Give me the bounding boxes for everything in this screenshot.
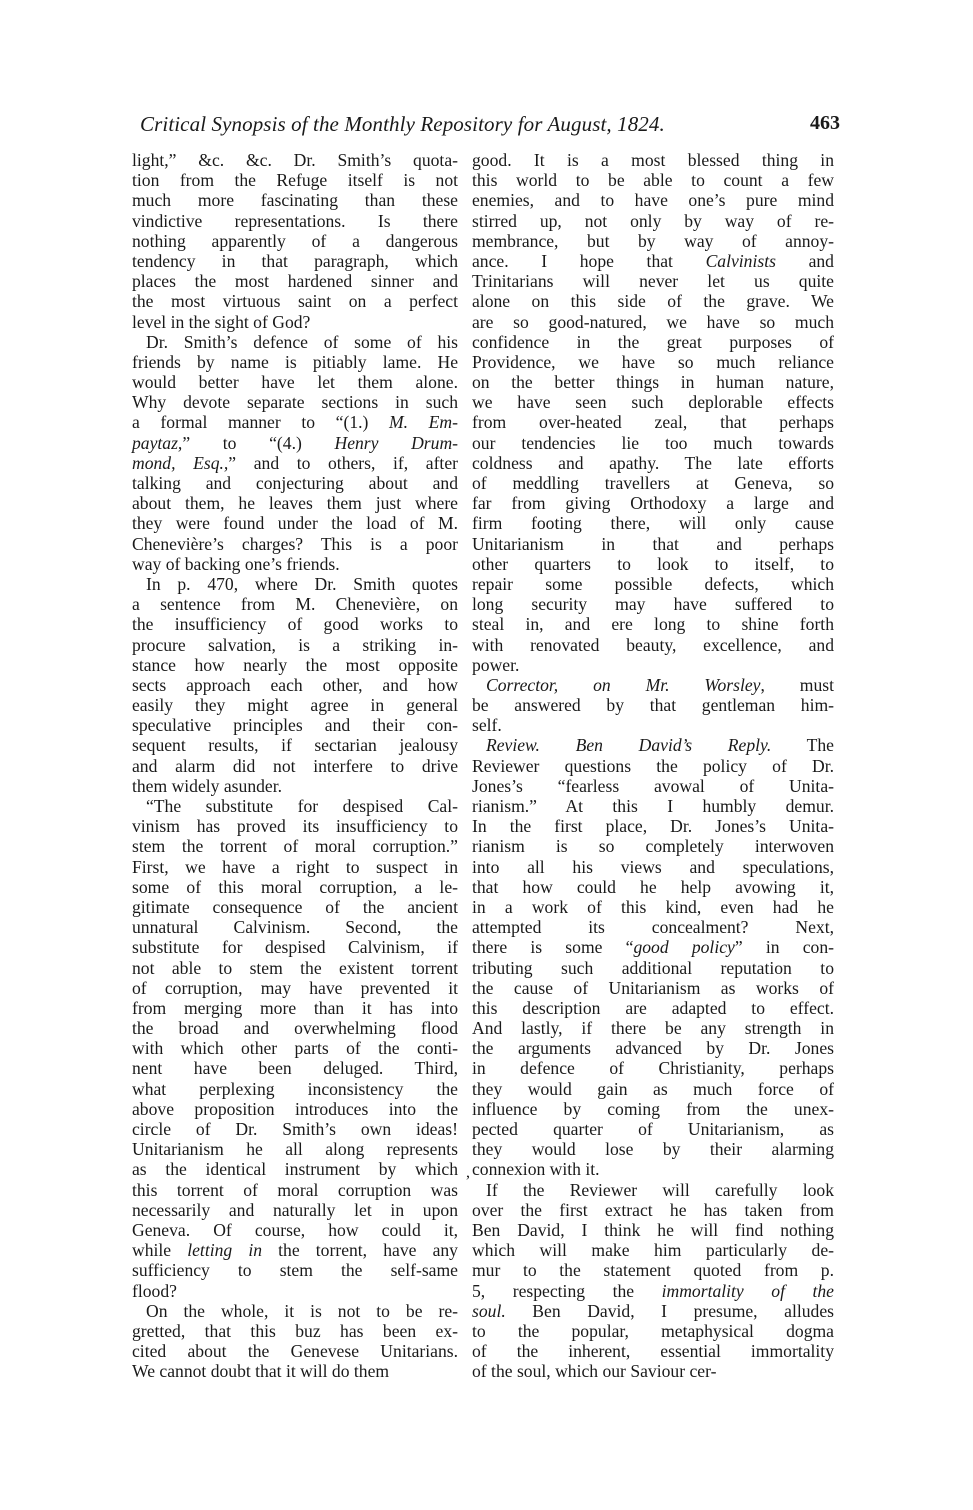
text-line: sufficiency to stem the self-same xyxy=(132,1260,458,1281)
text-line: If the Reviewer will carefully look xyxy=(486,1179,834,1200)
text-line: Corrector, on Mr. Worsley, must xyxy=(486,674,834,695)
text-line: them widely asunder. xyxy=(132,775,283,796)
text-line: long security may have suffered to xyxy=(472,594,834,615)
text-line: coldness and apathy. The late efforts xyxy=(472,452,834,473)
text-line: Ben David, I think he will find nothing xyxy=(472,1219,834,1240)
text-line: pected quarter of Unitarianism, as xyxy=(472,1119,834,1139)
text-line: vinism has proved its insufficiency to xyxy=(132,816,458,837)
text-line: We cannot doubt that it will do them xyxy=(132,1361,390,1382)
text-line: much more fascinating than these xyxy=(132,190,458,211)
text-line: that how could he help avowing it, xyxy=(472,876,834,897)
text-line: soul. Ben David, I presume, alludes xyxy=(472,1300,834,1321)
text-line: in a work of this kind, even had he xyxy=(472,896,834,917)
text-line: light,” &c. &c. Dr. Smith’s quota- xyxy=(132,150,458,170)
text-line: flood? xyxy=(132,1280,177,1301)
text-line: this world to be able to count a few xyxy=(472,170,834,191)
text-line: ance. I hope that Calvinists and xyxy=(472,250,834,271)
text-line: circle of Dr. Smith’s own ideas! xyxy=(132,1119,458,1139)
text-line: we have seen such deplorable effects xyxy=(472,392,834,413)
text-line: alone on this side of the grave. We xyxy=(472,291,834,312)
text-line: some of this moral corruption, a le- xyxy=(132,876,458,897)
text-line: to the popular, metaphysical dogma xyxy=(472,1320,834,1341)
text-line: they were found under the load of M. xyxy=(132,513,458,534)
text-line: Review. Ben David’s Reply. The xyxy=(486,735,834,756)
text-line: the arguments advanced by Dr. Jones xyxy=(472,1038,834,1059)
text-line: into all his views and speculations, xyxy=(472,856,834,877)
stray-print-mark: , xyxy=(466,1164,470,1181)
text-line: Unitarianism in that and perhaps xyxy=(472,533,834,554)
text-line: in defence of Christianity, perhaps xyxy=(472,1058,834,1079)
text-line: necessarily and naturally let in upon xyxy=(132,1199,458,1220)
text-line: Dr. Smith’s defence of some of his xyxy=(146,331,458,352)
text-line: about them, he leaves them just where xyxy=(132,493,458,514)
text-line: above proposition introduces into the xyxy=(132,1098,458,1119)
text-line: speculative principles and their con- xyxy=(132,715,458,736)
text-line: the cause of Unitarianism as works of xyxy=(472,977,834,998)
text-line: And lastly, if there be any strength in xyxy=(472,1018,834,1039)
text-line: which will make him particularly de- xyxy=(472,1240,834,1261)
text-line: attempted its concealment? Next, xyxy=(472,917,834,938)
text-line: stem the torrent of moral corruption.” xyxy=(132,836,458,857)
text-line: friends by name is pitiably lame. He xyxy=(132,351,458,372)
text-line: are so good-natured, we have so much xyxy=(472,311,834,332)
text-line: tendency in that paragraph, which xyxy=(132,250,458,271)
text-line: Why devote separate sections in such xyxy=(132,392,458,413)
text-line: this torrent of moral corruption was xyxy=(132,1179,458,1200)
text-line: rianism.” At this I humbly demur. xyxy=(472,796,834,816)
text-line: tributing such additional reputation to xyxy=(472,957,834,978)
text-line: Unitarianism he all along represents xyxy=(132,1139,458,1160)
text-line: sects approach each other, and how xyxy=(132,674,458,695)
text-line: and alarm did not interfere to drive xyxy=(132,755,458,776)
text-line: the insufficiency of good works to xyxy=(132,614,458,635)
text-line: Trinitarians will never let us quite xyxy=(472,271,834,292)
text-line: over the first extract he has taken from xyxy=(472,1199,834,1220)
text-line: be answered by that gentleman him- xyxy=(472,695,834,716)
text-line: from merging more than it has into xyxy=(132,997,458,1018)
text-line: way of backing one’s friends. xyxy=(132,553,340,574)
text-line: mur to the statement quoted from p. xyxy=(472,1260,834,1281)
text-line: a sentence from M. Chenevière, on xyxy=(132,594,458,615)
text-line: membrance, but by way of annoy- xyxy=(472,230,834,251)
text-line: confidence in the great purposes of xyxy=(472,331,834,352)
text-line: In the first place, Dr. Jones’s Unita- xyxy=(472,816,834,837)
left-text-column xyxy=(132,150,458,1381)
running-title: Critical Synopsis of the Monthly Repository for August, 1824. xyxy=(140,112,665,136)
text-line: easily they might agree in general xyxy=(132,695,458,716)
text-line: Chenevière’s charges? This is a poor xyxy=(132,533,458,554)
text-line: enemies, and to have one’s pure mind xyxy=(472,190,834,211)
text-line: level in the sight of God? xyxy=(132,311,311,332)
text-line: sequent results, if sectarian jealousy xyxy=(132,735,458,756)
text-line: with which other parts of the conti- xyxy=(132,1038,458,1059)
text-line: First, we have a right to suspect in xyxy=(132,856,458,877)
text-line: they would gain as much force of xyxy=(472,1078,834,1099)
text-line: the broad and overwhelming flood xyxy=(132,1018,458,1039)
text-line: talking and conjecturing about and xyxy=(132,473,458,493)
text-line: mond, Esq.,” and to others, if, after xyxy=(132,452,458,473)
text-line: procure salvation, is a striking in- xyxy=(132,634,458,655)
text-line: gretted, that this buz has been ex- xyxy=(132,1320,458,1341)
running-head xyxy=(140,112,840,142)
text-line: self. xyxy=(472,715,502,736)
text-line: influence by coming from the unex- xyxy=(472,1098,834,1119)
text-line: of corruption, may have prevented it xyxy=(132,977,458,998)
text-line: as the identical instrument by which xyxy=(132,1159,458,1180)
text-line: In p. 470, where Dr. Smith quotes xyxy=(146,573,458,594)
text-line: of meddling travellers at Geneva, so xyxy=(472,473,834,493)
text-line: other quarters to look to itself, to xyxy=(472,553,834,574)
text-line: 5, respecting the immortality of the xyxy=(472,1280,834,1301)
text-line: rianism is so completely interwoven xyxy=(472,836,834,857)
text-line: “The substitute for despised Cal- xyxy=(146,796,458,816)
text-line: steal in, and ere long to shine forth xyxy=(472,614,834,635)
text-line: what perplexing inconsistency the xyxy=(132,1078,458,1099)
text-line: power. xyxy=(472,654,520,675)
text-line: unnatural Calvinism. Second, the xyxy=(132,917,458,938)
text-line: substitute for despised Calvinism, if xyxy=(132,937,458,958)
text-line: there is some “good policy” in con- xyxy=(472,937,835,958)
text-line: Providence, we have so much reliance xyxy=(472,351,834,372)
text-line: vindictive representations. Is there xyxy=(132,210,458,231)
text-line: gitimate consequence of the ancient xyxy=(132,896,458,917)
text-line: our tendencies lie too much towards xyxy=(472,432,834,453)
text-line: with renovated beauty, excellence, and xyxy=(472,634,834,655)
text-line: nent have been deluged. Third, xyxy=(132,1058,458,1079)
text-line: stance how nearly the most opposite xyxy=(132,654,458,675)
text-line: a formal manner to “(1.) M. Em- xyxy=(132,412,458,433)
text-line: the most virtuous saint on a perfect xyxy=(132,291,458,312)
text-line: Reviewer questions the policy of Dr. xyxy=(472,755,834,776)
text-line: on the better things in human nature, xyxy=(472,372,834,393)
text-line: paytaz,” to “(4.) Henry Drum- xyxy=(132,432,459,453)
text-line: Jones’s “fearless avowal of Unita- xyxy=(472,775,834,796)
text-line: from over-heated zeal, that perhaps xyxy=(472,412,834,433)
right-text-column xyxy=(472,150,834,1381)
text-line: while letting in the torrent, have any xyxy=(132,1240,458,1261)
text-line: connexion with it. xyxy=(472,1159,600,1180)
text-line: places the most hardened sinner and xyxy=(132,271,458,292)
text-line: nothing apparently of a dangerous xyxy=(132,230,458,251)
text-line: of the inherent, essential immortality xyxy=(472,1341,834,1362)
text-line: On the whole, it is not to be re- xyxy=(146,1300,458,1321)
text-line: of the soul, which our Saviour cer- xyxy=(472,1361,717,1382)
text-line: repair some possible defects, which xyxy=(472,573,834,594)
text-line: Geneva. Of course, how could it, xyxy=(132,1219,458,1240)
text-line: this description are adapted to effect. xyxy=(472,997,834,1018)
text-line: would better have let them alone. xyxy=(132,372,458,393)
text-line: firm footing there, will only cause xyxy=(472,513,834,534)
text-line: far from giving Orthodoxy a large and xyxy=(472,493,834,514)
text-line: not able to stem the existent torrent xyxy=(132,957,458,978)
text-line: cited about the Genevese Unitarians. xyxy=(132,1341,458,1362)
text-line: they would lose by their alarming xyxy=(472,1139,834,1160)
page-number: 463 xyxy=(810,112,840,134)
text-line: tion from the Refuge itself is not xyxy=(132,170,458,191)
text-line: good. It is a most blessed thing in xyxy=(472,150,834,170)
text-line: stirred up, not only by way of re- xyxy=(472,210,834,231)
